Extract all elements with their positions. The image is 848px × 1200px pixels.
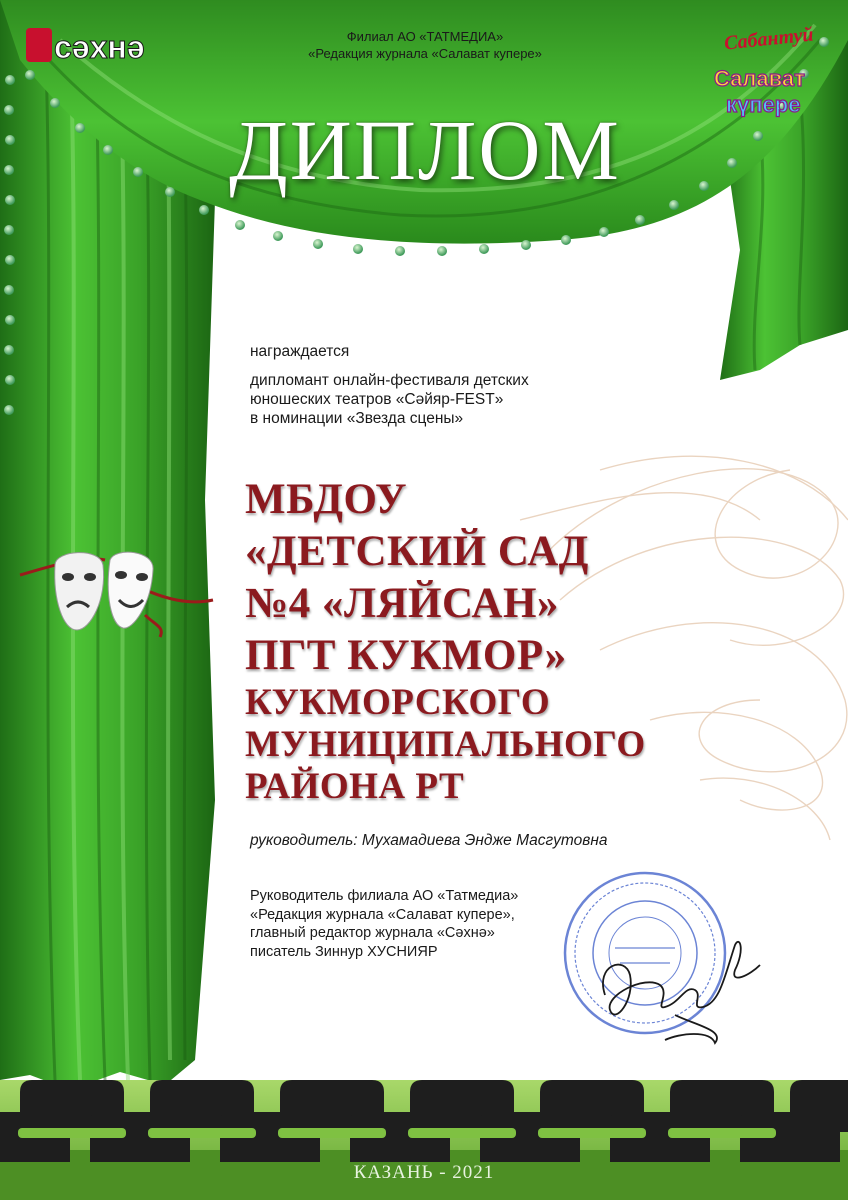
salavat-kupere-logo: [708, 62, 834, 122]
header-line-1: Филиал АО «ТАТМЕДИА»: [346, 29, 504, 44]
signatory-line: главный редактор журнала «Сәхнә»: [250, 925, 495, 941]
award-description: [250, 371, 630, 428]
salavat-logo-line1: Салават: [714, 66, 805, 91]
description-line: в номинации «Звезда сцены»: [250, 410, 464, 427]
description-line: юношеских театров «Сәйяр-FEST»: [250, 391, 504, 408]
salavat-logo-line2: күпере: [726, 92, 801, 117]
sahna-logo: [26, 24, 176, 66]
signature: [585, 915, 775, 1045]
recipient-line: «ДЕТСКИЙ САД: [245, 528, 589, 575]
sahna-logo-text: сәхнә: [54, 29, 145, 65]
signatory-line: писатель Зиннур ХУСНИЯР: [250, 943, 438, 960]
footer-city-year: КАЗАНЬ - 2021: [353, 1162, 495, 1183]
signatory-line: Руководитель филиала АО «Татмедиа»: [250, 888, 519, 904]
recipient-line: ПГТ КУКМОР»: [245, 632, 567, 679]
signatory-block: [250, 887, 570, 961]
header-line-2: «Редакция журнала «Салават купере»: [308, 46, 542, 61]
awarded-label: награждается: [250, 343, 350, 360]
signatory-line: «Редакция журнала «Салават купере»,: [250, 906, 515, 923]
recipient-name: [245, 474, 695, 808]
recipient-line: №4 «ЛЯЙСАН»: [245, 580, 559, 627]
leader-line: руководитель: Мухамадиева Эндже Масгутовна: [250, 832, 608, 849]
description-line: дипломант онлайн-фестиваля детских: [250, 372, 529, 389]
diploma-title: ДИПЛОМ: [229, 102, 621, 198]
recipient-line: МУНИЦИПАЛЬНОГО: [245, 724, 646, 765]
recipient-line: РАЙОНА РТ: [245, 766, 465, 807]
sabantuy-logo: Сабантуй: [723, 23, 815, 55]
theater-masks-icon: [15, 545, 215, 640]
recipient-line: МБДОУ: [245, 476, 408, 523]
recipient-line: КУКМОРСКОГО: [245, 682, 551, 723]
